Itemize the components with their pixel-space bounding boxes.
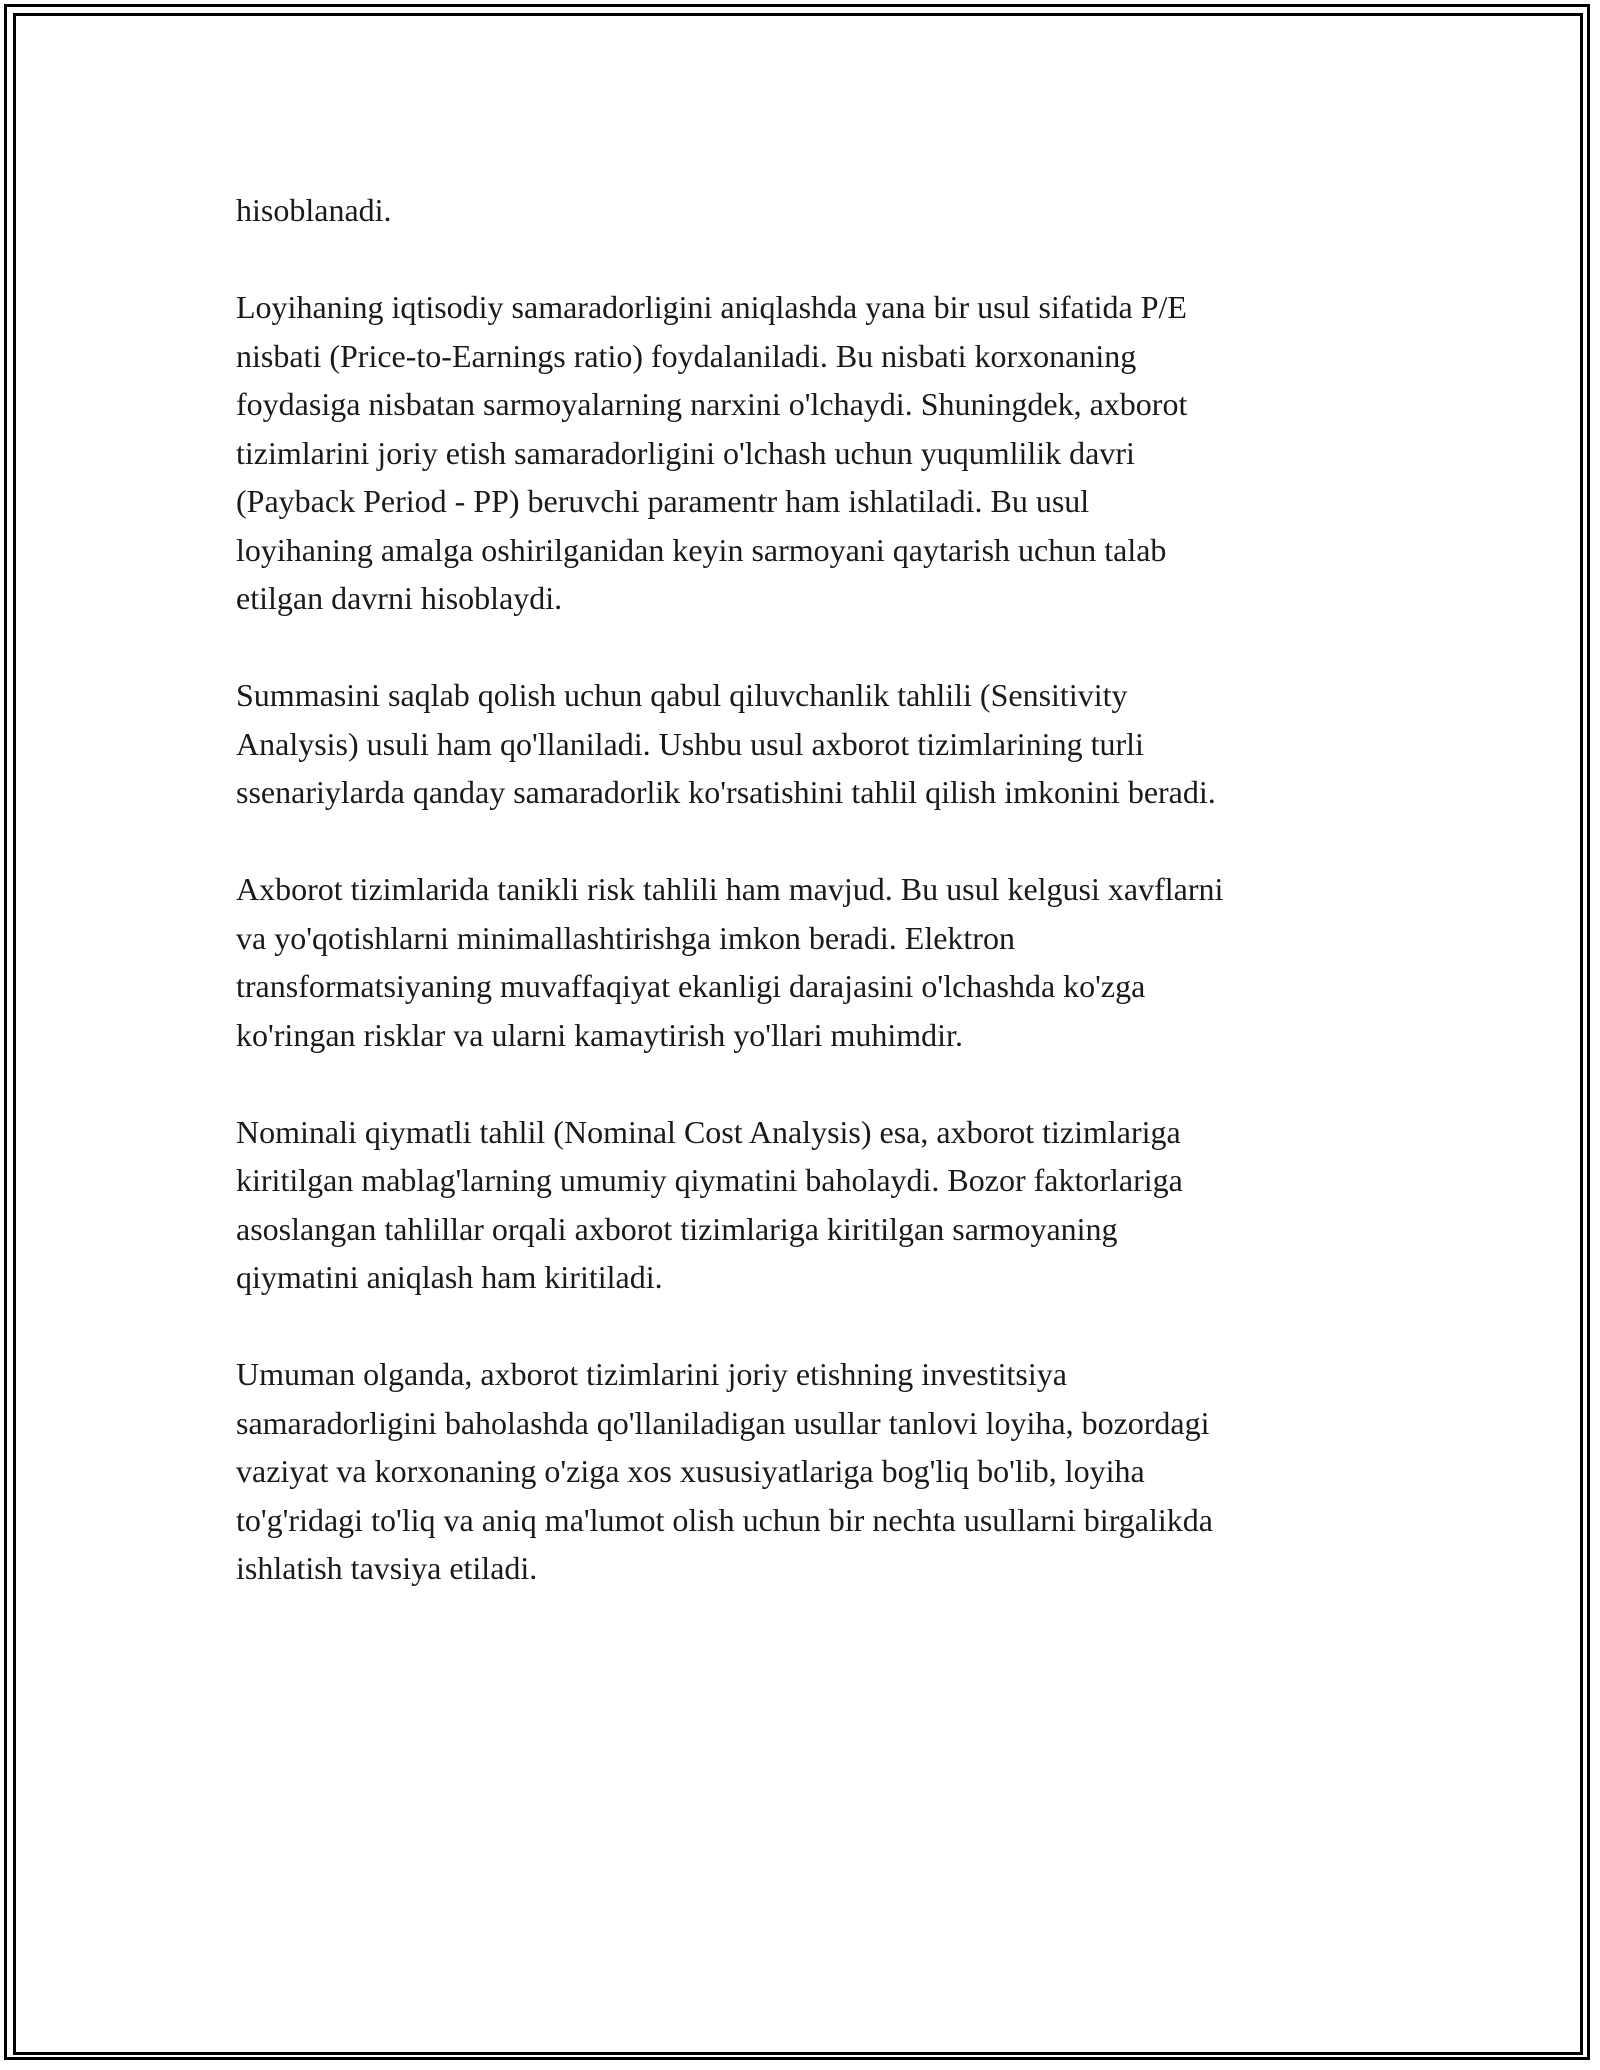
paragraph-pe-ratio-payback: Loyihaning iqtisodiy samaradorligini aniqlashda yana bir usul sifatida P/E nisbati (Price-to-Earnings ratio) foydalaniladi. Bu nisbati korxonaning foydasiga nisbatan sarmoyalarning narxini o'lchaydi. Shuningdek, axborot tizimlarini joriy etish samaradorligini o'lchash uchun yuqumlilik davri (Payback Period - PP) beruvchi paramentr ham ishlatiladi. Bu usul loyihaning amalga oshirilganidan keyin sarmoyani qaytarish uchun talab etilgan davrni hisoblaydi. [236, 289, 1188, 616]
paragraph-nominal-cost-analysis: Nominali qiymatli tahlil (Nominal Cost Analysis) esa, axborot tizimlariga kiritilgan mablag'larning umumiy qiymatini baholaydi. Bozor faktorlariga asoslangan tahlillar orqali axborot tizimlariga kiritilgan sarmoyaning qiymatini aniqlash ham kiritiladi. [236, 1113, 1183, 1295]
paragraph-conclusion: Umuman olganda, axborot tizimlarini joriy etishning investitsiya samaradorligini baholashda qo'llaniladigan usullar tanlovi loyiha, bozordagi vaziyat va korxonaning o'ziga xos xususiyatlariga bog'liq bo'lib, loyiha to'g'ridagi to'liq va aniq ma'lumot olish uchun bir nechta usullarni birgalikda ishlatish tavsiya etiladi. [236, 1356, 1213, 1586]
paragraph-risk-analysis: Axborot tizimlarida tanikli risk tahlili ham mavjud. Bu usul kelgusi xavflarni va yo'qotishlarni minimallashtirishga imkon beradi. Elektron transformatsiyaning muvaffaqiyat ekanligi darajasini o'lchashda ko'zga ko'ringan risklar va ularni kamaytirish yo'llari muhimdir. [236, 871, 1224, 1053]
document-body [236, 186, 1376, 1641]
paragraph-sensitivity-analysis: Summasini saqlab qolish uchun qabul qiluvchanlik tahlili (Sensitivity Analysis) usuli ham qo'llaniladi. Ushbu usul axborot tizimlarining turli ssenariylarda qanday samaradorlik ko'rsatishini tahlil qilish imkonini beradi. [236, 677, 1216, 810]
paragraph-continuation: hisoblanadi. [236, 192, 392, 228]
